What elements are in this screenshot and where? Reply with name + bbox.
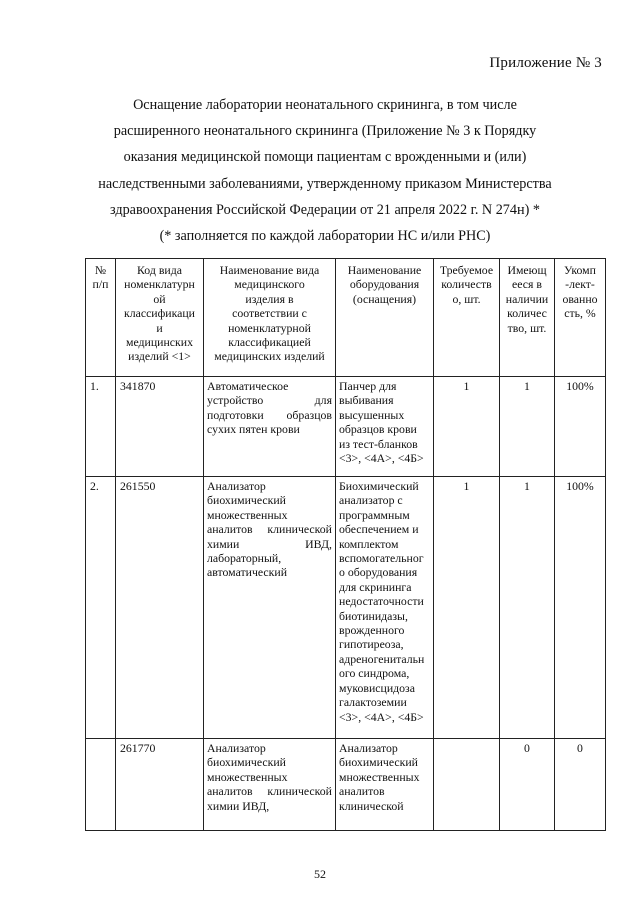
title-line: здравоохранения Российской Федерации от 21 апреля 2022 г. N 274н) * [110, 201, 540, 218]
equipment-table [85, 258, 606, 831]
table-row [86, 739, 606, 831]
header-completeness: Укомп -лект- ованно сть, % [555, 259, 606, 377]
row-required: 1 [434, 477, 500, 739]
title-line: оказания медицинской помощи пациентам с врожденными и (или) [123, 149, 527, 166]
title-line: расширенного неонатального скрининга (Приложение № 3 к Порядку [113, 123, 537, 140]
table-row [86, 477, 606, 739]
row-num: 2. [86, 477, 116, 739]
page-number: 52 [314, 867, 326, 881]
row-available: 0 [500, 739, 555, 831]
row-available: 1 [500, 477, 555, 739]
row-completeness: 100% [555, 477, 606, 739]
row-completeness: 0 [555, 739, 606, 831]
row-available: 1 [500, 377, 555, 477]
table-header-row [86, 259, 606, 377]
title-note: (* заполняется по каждой лаборатории НС и/или РНС) [159, 228, 491, 245]
header-code: Код вида номенклатурн ой классификаци и медицинских изделий <1> [116, 259, 204, 377]
header-available: Имеющ ееся в наличии количес тво, шт. [500, 259, 555, 377]
header-equipment: Наименование оборудования (оснащения) [336, 259, 434, 377]
row-completeness: 100% [555, 377, 606, 477]
title-line: наследственными заболеваниями, утвержденному приказом Министерства [98, 175, 552, 192]
row-device: Анализатор биохимический множественных аналитов клинической химии ИВД, лабораторный, автоматический [204, 477, 336, 739]
row-num [86, 739, 116, 831]
document-title [60, 92, 590, 249]
row-equipment: Панчер для выбивания высушенных образцов крови из тест-бланков <3>, <4А>, <4Б> [336, 377, 434, 477]
table-row [86, 377, 606, 477]
row-code: 341870 [116, 377, 204, 477]
row-num: 1. [86, 377, 116, 477]
header-num: № п/п [86, 259, 116, 377]
row-equipment: Анализатор биохимический множественных аналитов клинической [336, 739, 434, 831]
row-device: Анализатор биохимический множественных аналитов клинической химии ИВД, [204, 739, 336, 831]
title-line: Оснащение лаборатории неонатального скрининга, в том числе [133, 97, 517, 113]
row-required [434, 739, 500, 831]
header-required: Требуемое количеств о, шт. [434, 259, 500, 377]
header-device: Наименование вида медицинского изделия в соответствии с номенклатурной классификацией медицинских изделий [204, 259, 336, 377]
row-code: 261770 [116, 739, 204, 831]
row-device: Автоматическое устройство для подготовки образцов сухих пятен крови [204, 377, 336, 477]
row-code: 261550 [116, 477, 204, 739]
appendix-label: Приложение № 3 [489, 55, 602, 71]
row-equipment: Биохимический анализатор с программным обеспечением и комплектом вспомогательног о оборудования для скрининга недостаточности биотинидазы, врожденного гипотиреоза, адреногенитальн ого синдрома, муковисцидоза галактоземии <3>, <4А>, <4Б> [336, 477, 434, 739]
row-required: 1 [434, 377, 500, 477]
